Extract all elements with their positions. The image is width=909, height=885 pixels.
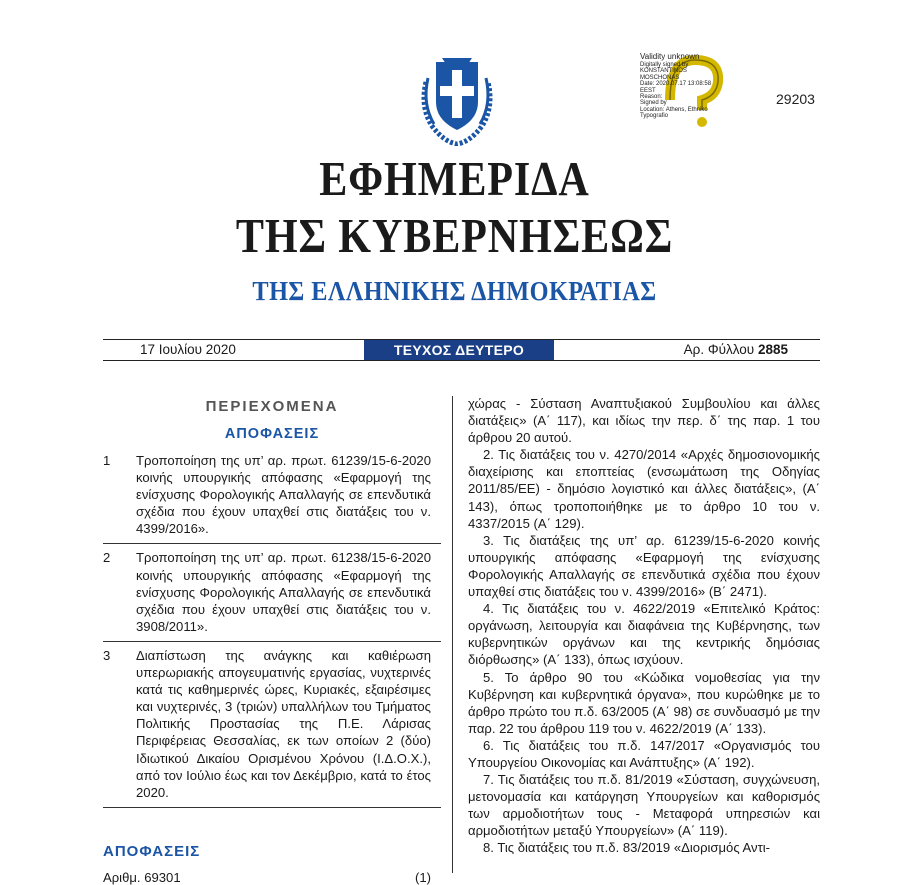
body-paragraph: 6. Τις διατάξεις του π.δ. 147/2017 «Οργανισμός του Υπουργείου Οικονομίας και Ανάπτυξης» (Α΄ 192).: [468, 737, 820, 770]
body-paragraph: 8. Τις διατάξεις του π.δ. 83/2019 «Διορισμός Αντι-: [483, 840, 771, 856]
page-number: 29203: [776, 91, 815, 107]
body-paragraph: 5. Το άρθρο 90 του «Κώδικα νομοθεσίας για την Κυβέρνηση και κυβερνητικά όργανα», που κυρώθηκε με το άρθρο πρώτο του π.δ. 63/2005 (Α΄ 98) σε συνδυασμό με την παρ. 22 του άρθρου 119 του ν. 4622/2019 (Α΄ 133).: [468, 669, 820, 736]
contents-item[interactable]: [103, 549, 441, 640]
signature-line: Signed by: [640, 100, 667, 107]
contents-item-number: 2: [103, 550, 111, 566]
column-divider: [452, 396, 453, 873]
contents-column: [103, 395, 441, 885]
body-paragraph: 2. Τις διατάξεις του ν. 4270/2014 «Αρχές δημοσιονομικής διαχείρισης και εποπτείας (ενσωμάτωση της Οδηγίας 2011/85/ΕΕ) - δημόσιο λογιστικό και άλλες διατάξεις», (Α΄ 143), όπως τροποποιήθηκε με το άρθρο 10 του ν. 4337/2015 (Α΄ 129).: [468, 447, 820, 531]
contents-item-number: 1: [103, 453, 111, 468]
signature-line: Digitally signed by: [640, 62, 689, 68]
body-paragraph: 7. Τις διατάξεις του π.δ. 81/2019 «Σύσταση, συγχώνευση, μετονομασία και κατάργηση Υπουργείων και καθορισμός των αρμοδιοτήτων τους - Μεταφορά υπηρεσιών και αρμοδιοτήτων μεταξύ Υπουργείων» (Α΄ 119).: [468, 772, 820, 839]
decision-ref: (1): [414, 869, 431, 885]
issue-date: 17 Ιουλίου 2020: [140, 342, 236, 357]
body-paragraph: 3. Τις διατάξεις της υπ’ αρ. 61239/15-6-2020 κοινής υπουργικής απόφασης «Εφαρμογή της ενίσχυσης Φορολογικής Απαλλαγής σε επενδυτικά σχέδια που έχουν υπαχθεί στις διατάξεις του ν. 4399/2016» (Β΄ 2471).: [468, 532, 820, 600]
greek-coat-of-arms-emblem: [418, 52, 496, 146]
contents-item[interactable]: [103, 452, 441, 543]
body-paragraph: χώρας - Σύσταση Αναπτυξιακού Συμβουλίου και άλλες διατάξεις» (Α΄ 117), και ιδίως την περ. δ΄ της παρ. 1 του άρθρου 20 αυτού.: [468, 396, 820, 446]
sheet-number: [684, 342, 788, 357]
sheet-number-value: 2885: [757, 342, 788, 357]
contents-subtitle: ΑΠΟΦΑΣΕΙΣ: [224, 426, 320, 442]
signature-line: MOSCHONAS: [640, 74, 680, 81]
decision-number: [103, 870, 441, 885]
signature-line: EEST: [640, 87, 656, 94]
contents-item-text: Διαπίστωση της ανάγκης και καθιέρωση υπερωριακής απογευματινής εργασίας, νυχτερινές κατά τις καθημερινές ώρες, Κυριακές, εξαιρέσιμες και νυχτερινές, 3 (τριών) υπαλλήλων του Τμήματος Πολιτικής Προστασίας της Π.Ε. Λάρισας Περιφέρειας Θεσσαλίας, εκ των οποίων 2 (δύο) Ιδιωτικού Δικαίου Ορισμένου Χρόνου (Ι.Δ.Ο.Χ.), από τον Ιούλιο έως και τον Δεκέμβριο, κατά το έτος 2020.: [136, 647, 431, 800]
signature-line: Typografio: [640, 113, 669, 120]
issue-series-badge: ΤΕΥΧΟΣ ΔΕΥΤΕΡΟ: [364, 340, 554, 360]
body-text-column: [468, 395, 820, 857]
contents-item-text: Τροποποίηση της υπ’ αρ. πρωτ. 61239/15-6-2020 κοινής υπουργικής απόφασης «Εφαρμογή της ενίσχυσης Φορολογικής Απαλλαγής σε επενδυτικά σχέδια που έχουν υπαχθεί στις διατάξεις του ν. 4399/2016».: [136, 453, 431, 537]
contents-item[interactable]: [103, 647, 441, 807]
signature-line: Reason:: [640, 94, 663, 101]
masthead-republic: ΤΗΣ ΕΛΛΗΝΙΚΗΣ ΔΗΜΟΚΡΑΤΙΑΣ: [252, 276, 657, 306]
masthead-title: ΕΦΗΜΕΡΙΔΑ: [319, 151, 590, 206]
bottom-rule: [103, 360, 820, 361]
signature-validity: Validity unknown: [640, 52, 700, 61]
contents-item-text: Τροποποίηση της υπ’ αρ. πρωτ. 61238/15-6-2020 κοινής υπουργικής απόφασης «Εφαρμογή της ενίσχυσης Φορολογικής Απαλλαγής σε επενδυτικά σχέδια που έχουν υπαχθεί στις διατάξεις του ν. 3908/2011».: [136, 550, 431, 634]
signature-line: Location: Athens, Ethniko: [640, 106, 708, 113]
signature-line: Date: 2020.07.17 13:08:58: [640, 81, 712, 88]
masthead-subtitle: ΤΗΣ ΚΥΒΕΡΝΗΣΕΩΣ: [235, 208, 674, 263]
contents-separator: [103, 543, 441, 544]
decisions-title: ΑΠΟΦΑΣΕΙΣ: [103, 842, 201, 860]
contents-separator: [103, 807, 441, 808]
sheet-label: Αρ. Φύλλου: [683, 342, 755, 357]
contents-separator: [103, 641, 441, 642]
contents-title: ΠΕΡΙΕΧΟΜΕΝΑ: [205, 398, 339, 415]
body-paragraph: 4. Τις διατάξεις του ν. 4622/2019 «Επιτελικό Κράτος: οργάνωση, λειτουργία και διαφάνεια της Κυβέρνησης, των κυβερνητικών οργάνων και της κεντρικής δημόσιας διόρθωσης» (Α΄ 133), όπως ισχύουν.: [468, 601, 820, 668]
decision-label: Αριθμ. 69301: [103, 869, 181, 885]
contents-item-number: 3: [103, 647, 111, 663]
signature-line: KONSTANTINOS: [640, 68, 687, 75]
issue-info-bar: [103, 340, 820, 360]
digital-signature-block[interactable]: [640, 52, 750, 120]
